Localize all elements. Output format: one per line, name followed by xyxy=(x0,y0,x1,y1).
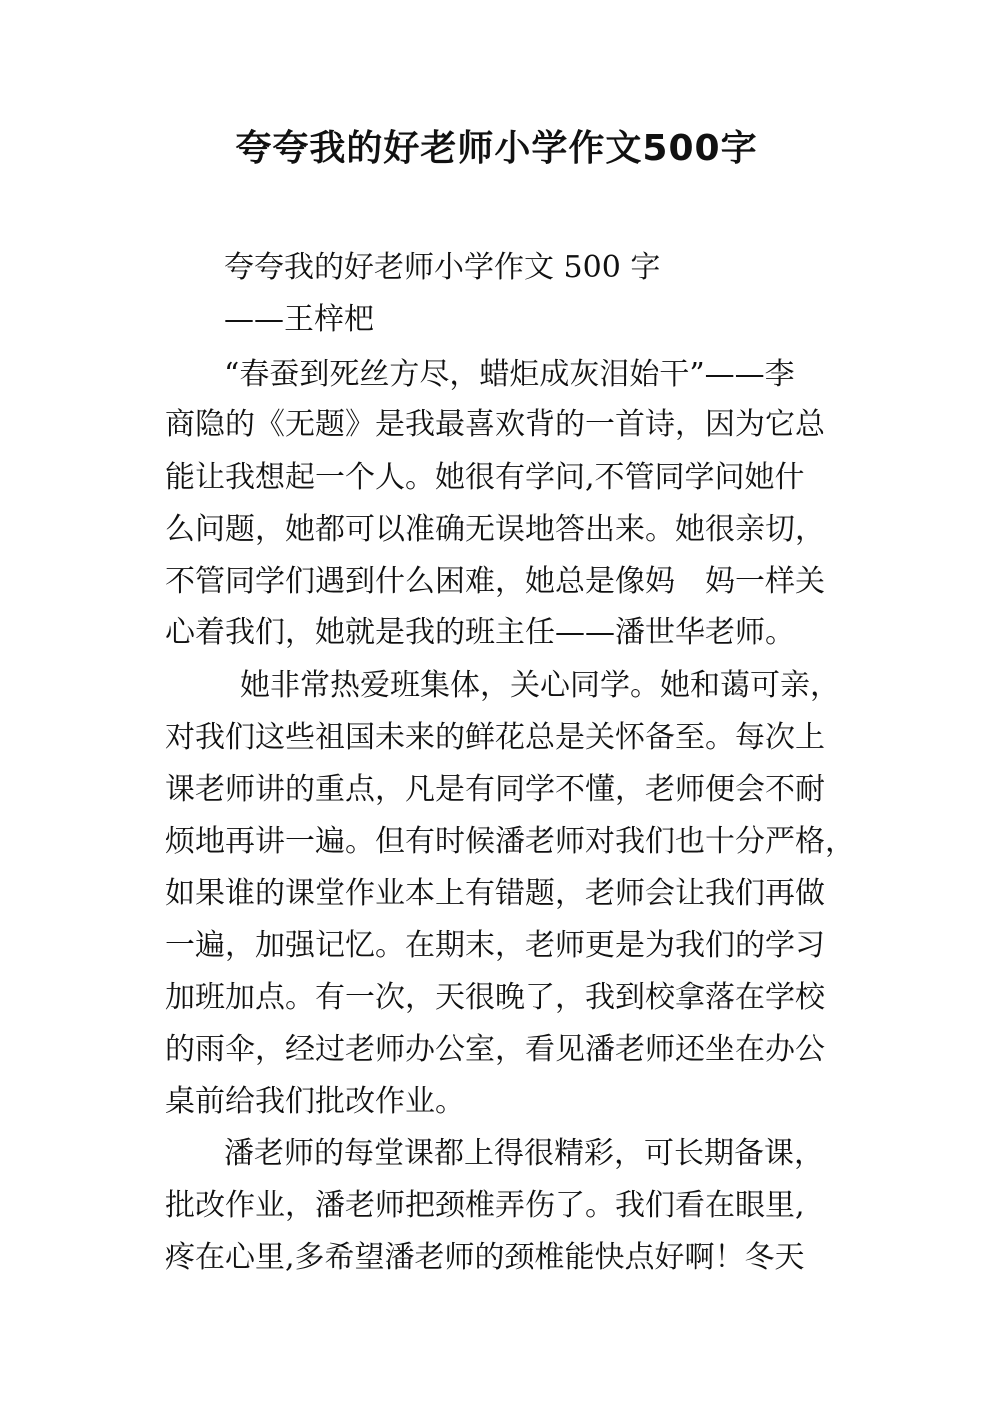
text-line: 心着我们，她就是我的班主任——潘世华老师。 xyxy=(165,615,795,650)
text-line: 能让我想起一个人。她很有学问,不管同学问她什 xyxy=(165,460,805,495)
text-line: 的雨伞，经过老师办公室，看见潘老师还坐在办公 xyxy=(165,1032,825,1067)
text-line: 么问题，她都可以准确无误地答出来。她很亲切， xyxy=(165,512,825,547)
text-line: 加班加点。有一次，天很晚了，我到校拿落在学校 xyxy=(165,980,825,1015)
text-line: 不管同学们遇到什么困难，她总是像妈 妈一样关 xyxy=(165,564,825,599)
text-line: 课老师讲的重点，凡是有同学不懂，老师便会不耐 xyxy=(165,772,825,807)
text-line: 她非常热爱班集体，关心同学。她和蔼可亲， xyxy=(240,668,840,703)
text-line: 批改作业，潘老师把颈椎弄伤了。我们看在眼里, xyxy=(165,1188,805,1223)
text-line: 烦地再讲一遍。但有时候潘老师对我们也十分严格， xyxy=(165,824,855,859)
text-line: 疼在心里,多希望潘老师的颈椎能快点好啊！冬天 xyxy=(165,1240,805,1275)
text-line: “春蚕到死丝方尽，蜡炬成灰泪始干”——李 xyxy=(224,357,795,392)
document-title: 夸夸我的好老师小学作文500字 xyxy=(235,128,758,169)
text-line: 对我们这些祖国未来的鲜花总是关怀备至。每次上 xyxy=(165,720,825,755)
text-line: 桌前给我们批改作业。 xyxy=(165,1084,465,1119)
text-line: 如果谁的课堂作业本上有错题，老师会让我们再做 xyxy=(165,876,825,911)
subtitle-line: 夸夸我的好老师小学作文 500 字 xyxy=(224,250,661,285)
text-line: 商隐的《无题》是我最喜欢背的一首诗，因为它总 xyxy=(165,407,825,442)
author-line: ——王梓杷 xyxy=(224,302,374,337)
text-line: 一遍，加强记忆。在期末，老师更是为我们的学习 xyxy=(165,928,825,963)
text-line: 潘老师的每堂课都上得很精彩，可长期备课， xyxy=(224,1136,824,1171)
